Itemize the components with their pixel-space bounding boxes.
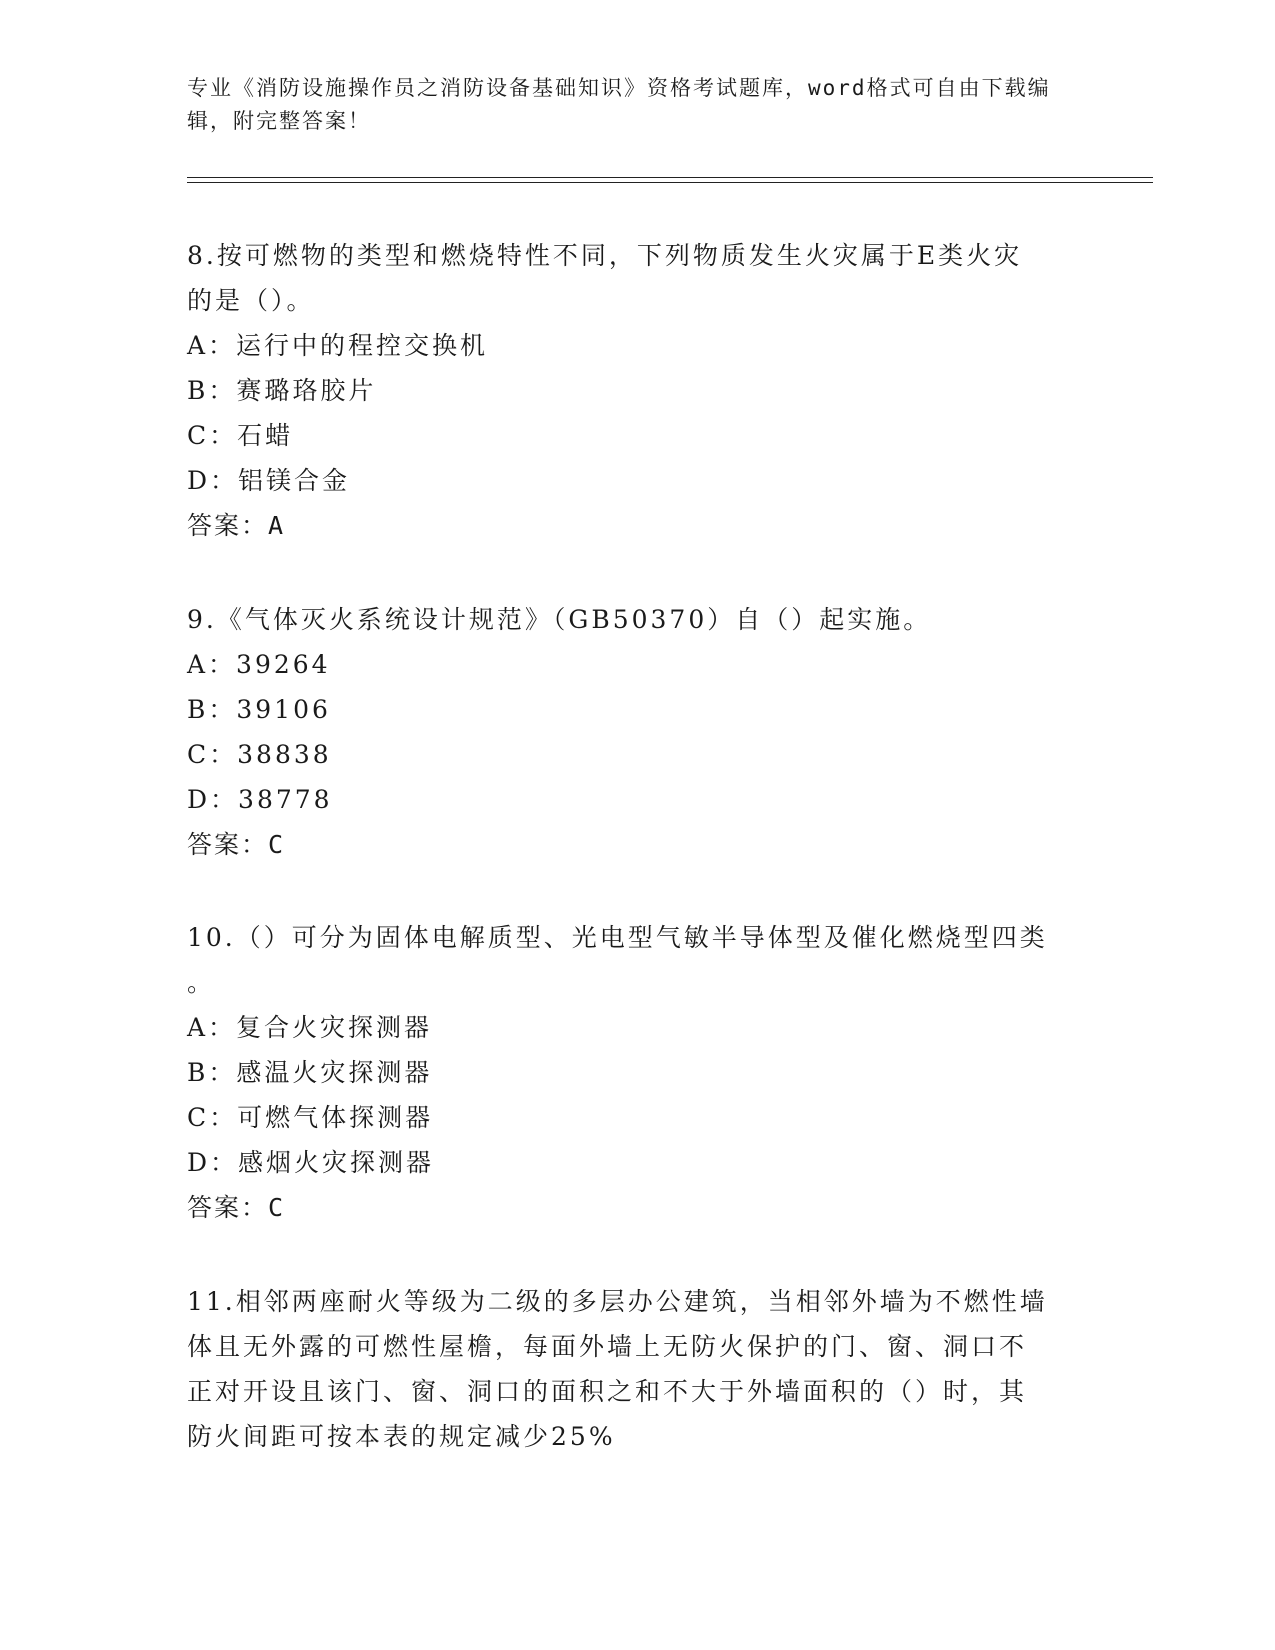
header-rule-top xyxy=(187,177,1153,178)
question-stem-line: 11.相邻两座耐火等级为二级的多层办公建筑，当相邻外墙为不燃性墙 xyxy=(187,1287,1048,1316)
question-9 xyxy=(187,597,1067,867)
answer-label: 答案：C xyxy=(187,830,286,859)
question-11 xyxy=(187,1279,1067,1459)
option-a: A：复合火灾探测器 xyxy=(187,1013,433,1042)
option-c: C：可燃气体探测器 xyxy=(187,1103,434,1132)
option-a: A：39264 xyxy=(187,650,331,679)
option-a: A：运行中的程控交换机 xyxy=(187,331,489,360)
question-stem-line: 10.（）可分为固体电解质型、光电型气敏半导体型及催化燃烧型四类 xyxy=(187,923,1048,952)
question-stem-line: 的是（）。 xyxy=(187,286,315,315)
question-8 xyxy=(187,233,1067,548)
option-c: C：石蜡 xyxy=(187,421,294,450)
answer-label: 答案：C xyxy=(187,1193,286,1222)
option-c: C：38838 xyxy=(187,740,332,769)
header-rule-bottom xyxy=(187,182,1153,183)
question-stem-line: 8.按可燃物的类型和燃烧特性不同，下列物质发生火灾属于E类火灾 xyxy=(187,241,1023,270)
question-stem-line: 防火间距可按本表的规定减少25% xyxy=(187,1422,616,1451)
option-d: D：铝镁合金 xyxy=(187,466,351,495)
question-stem-line: 9.《气体灭火系统设计规范》（GB50370）自（）起实施。 xyxy=(187,605,932,634)
option-d: D：38778 xyxy=(187,785,333,814)
question-stem-line: 正对开设且该门、窗、洞口的面积之和不大于外墙面积的（）时，其 xyxy=(187,1377,1028,1406)
option-b: B：赛璐珞胶片 xyxy=(187,376,377,405)
question-stem-line: 体且无外露的可燃性屋檐，每面外墙上无防火保护的门、窗、洞口不 xyxy=(187,1332,1028,1361)
question-10 xyxy=(187,915,1067,1230)
option-b: B：39106 xyxy=(187,695,331,724)
answer-label: 答案：A xyxy=(187,511,286,540)
document-header: 专业《消防设施操作员之消防设备基础知识》资格考试题库，word格式可自由下载编辑，附完整答案！ xyxy=(187,76,1051,133)
question-stem-line: 。 xyxy=(187,968,216,997)
option-b: B：感温火灾探测器 xyxy=(187,1058,433,1087)
option-d: D：感烟火灾探测器 xyxy=(187,1148,435,1177)
